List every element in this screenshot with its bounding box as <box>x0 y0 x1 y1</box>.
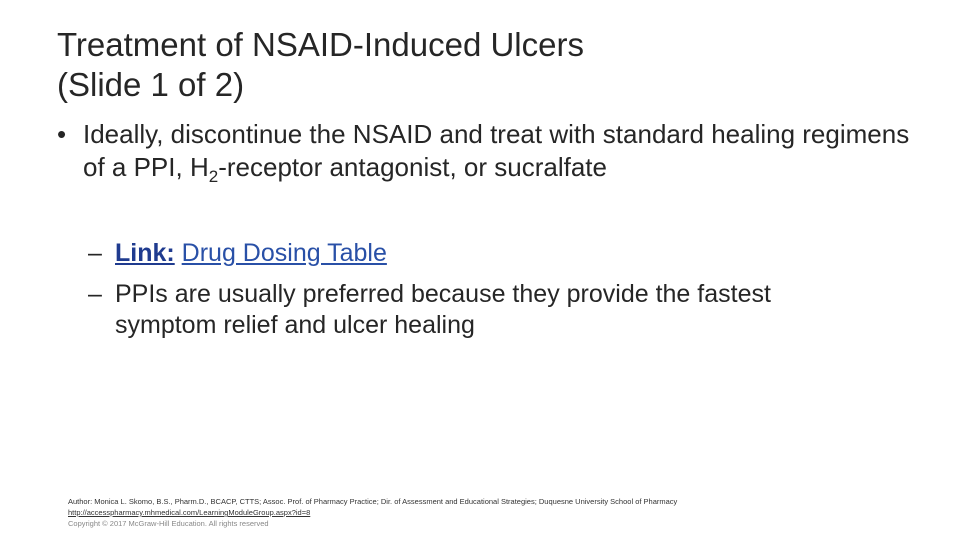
bullet-marker: • <box>57 119 67 149</box>
sub-bullet-list <box>88 238 868 351</box>
slide-footer <box>68 496 928 529</box>
bullet-subscript: 2 <box>208 167 219 186</box>
slide-title <box>57 25 917 105</box>
bullet-text <box>83 118 917 184</box>
sub-item-text: PPIs are usually preferred because they provide the fastest symptom relief and ulcer healing <box>115 280 771 339</box>
title-line-2: (Slide 1 of 2) <box>57 66 245 103</box>
bullet-text-part-2: -receptor antagonist, or sucralfate <box>218 152 607 182</box>
bullet-text-part-1: Ideally, discontinue the NSAID and treat with standard healing regimens of a PPI, H <box>83 119 910 182</box>
main-bullet <box>57 118 917 184</box>
title-line-1: Treatment of NSAID-Induced Ulcers <box>57 26 584 63</box>
sub-item-ppi <box>88 279 868 341</box>
footer-author: Author: Monica L. Skomo, B.S., Pharm.D., BCACP, CTTS; Assoc. Prof. of Pharmacy Practice; Dir. of Assessment and Educational Strategies; Duquesne University School of Pharmacy <box>68 497 678 506</box>
sub-item-link <box>88 238 868 269</box>
footer-copyright: Copyright © 2017 McGraw-Hill Education. All rights reserved <box>68 519 269 528</box>
footer-url-link[interactable]: http://accesspharmacy.mhmedical.com/LearningModuleGroup.aspx?id=8 <box>68 508 311 517</box>
sub-item-dash: – <box>88 239 102 267</box>
link-prefix[interactable]: Link: <box>115 239 175 267</box>
drug-dosing-table-link[interactable]: Drug Dosing Table <box>181 239 387 267</box>
sub-item-dash: – <box>88 280 102 308</box>
